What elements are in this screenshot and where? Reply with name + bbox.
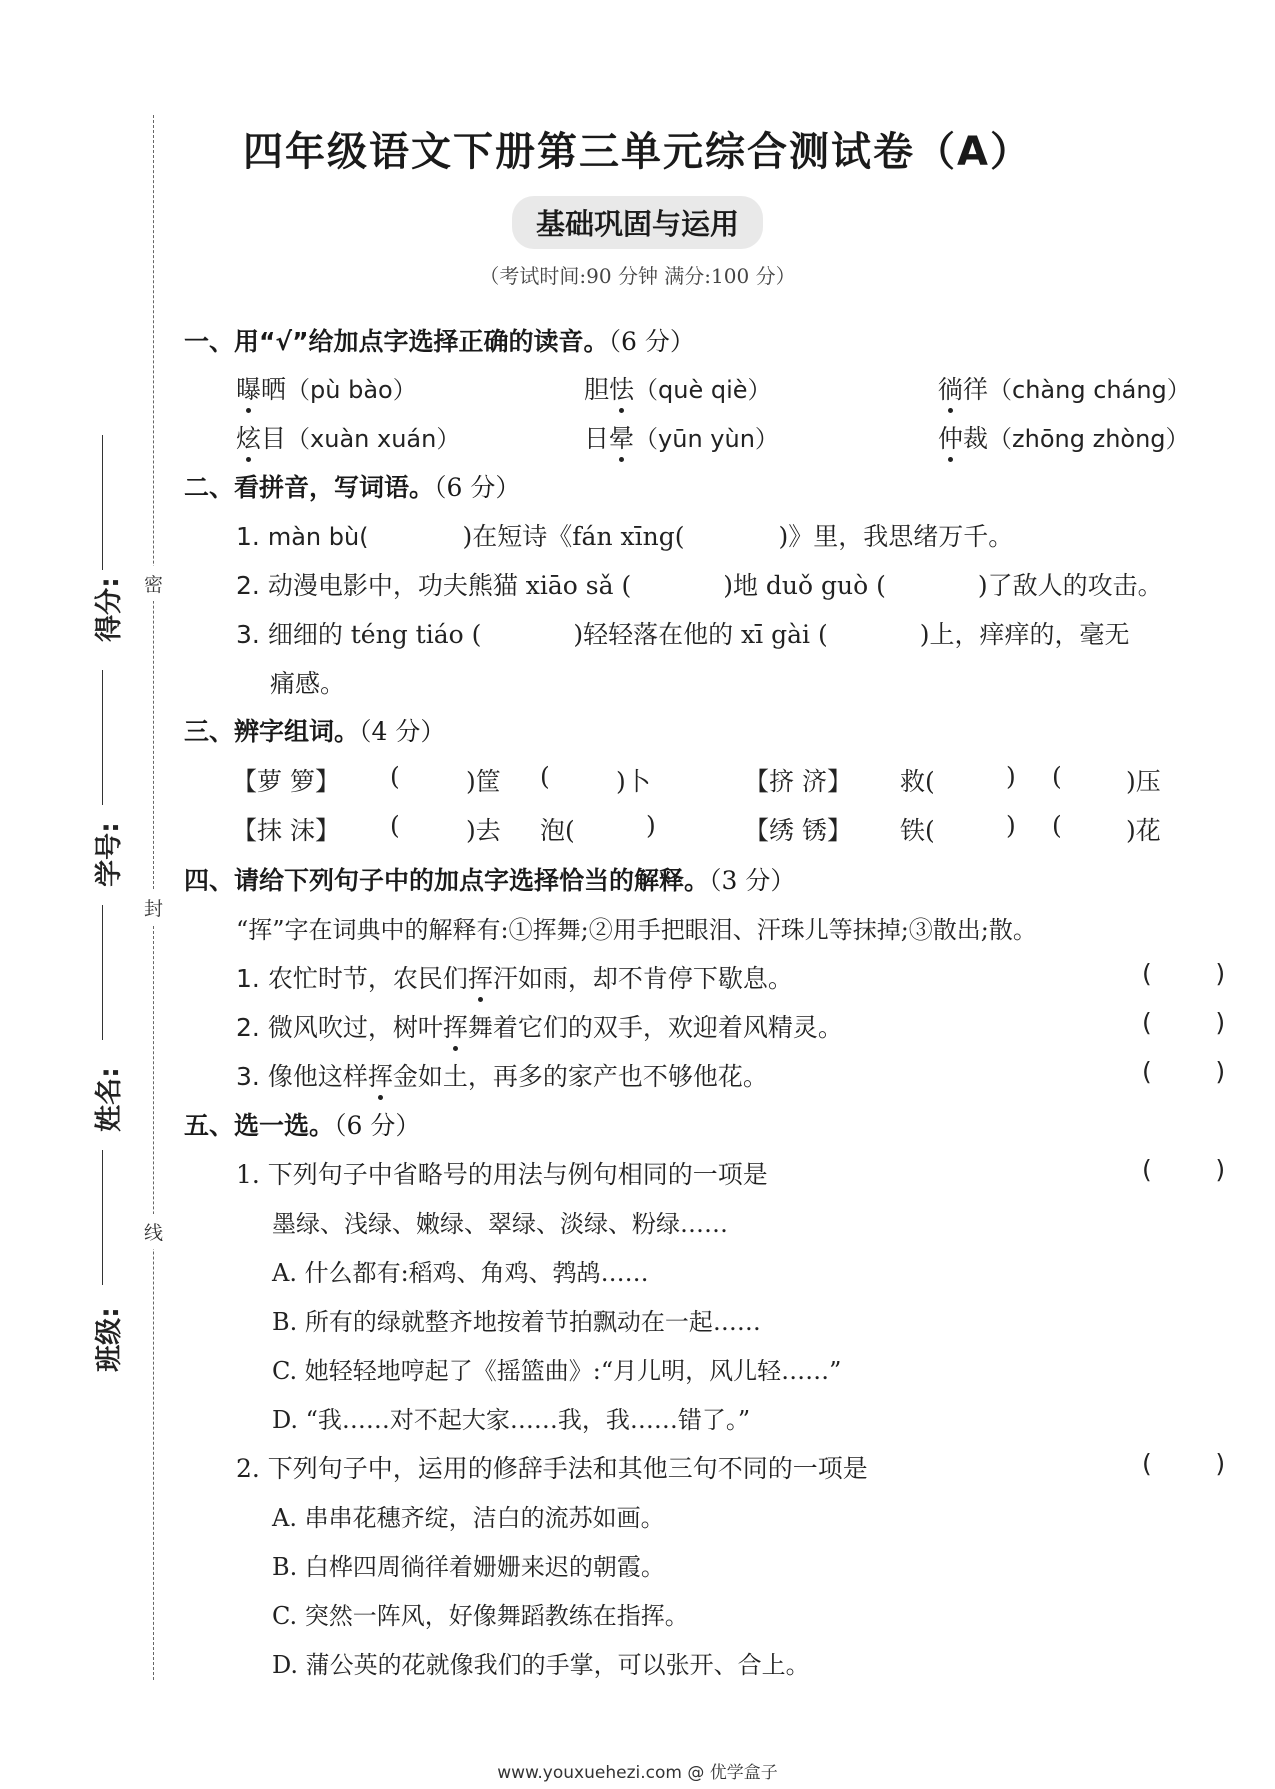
section-5-score: （6 分） (334, 1111, 421, 1140)
s4-intro: “挥”字在词典中的解释有:①挥舞;②用手把眼泪、汗珠儿等抹掉;③散出;散。 (236, 916, 1037, 944)
section-3-title: 三、辨字组词。 (184, 717, 360, 746)
s5-q2-option-a: A. 串串花穗齐绽，洁白的流苏如画。 (272, 1504, 665, 1532)
s4-item-2: 2. 微风吹过，树叶挥舞着它们的双手，欢迎着风精灵。 (236, 1008, 843, 1044)
section-3-score: （4 分） (359, 717, 446, 746)
s2-line-3-cont: 痛感。 (270, 669, 346, 698)
section-2-heading (184, 468, 520, 504)
s1-item-1: 曝晒（pù bào） (236, 370, 417, 406)
s3-group-3: 【抹 沫】 (232, 816, 340, 845)
s5-q2-option-c: C. 突然一阵风，好像舞蹈教练在指挥。 (272, 1602, 689, 1630)
s2-line-1: 1. màn bù( )在短诗《fán xīng( )》里，我思绪万千。 (236, 522, 1014, 551)
s5-q1-stem: 1. 下列句子中省略号的用法与例句相同的一项是 (236, 1160, 768, 1189)
s5-q1-option-c: C. 她轻轻地哼起了《摇篮曲》:“月儿明，风儿轻……” (272, 1357, 842, 1385)
s4-answer-1[interactable]: ( ) (1142, 959, 1226, 988)
page-title: 四年级语文下册第三单元综合测试卷（A） (243, 129, 1032, 175)
class-field-label: 班级: (93, 1307, 125, 1372)
s1-item-3: 徜徉（chàng cháng） (938, 370, 1191, 406)
s5-q2-stem: 2. 下列句子中，运用的修辞手法和其他三句不同的一项是 (236, 1454, 868, 1483)
section-5-heading (184, 1106, 420, 1142)
s4-answer-3[interactable]: ( ) (1142, 1057, 1226, 1086)
s1-item-4: 炫目（xuàn xuán） (236, 419, 460, 455)
student-id-field-line (102, 670, 103, 805)
name-field-line (102, 905, 103, 1040)
page-subtitle: 基础巩固与运用 (512, 196, 763, 249)
seal-char-feng: 封 (144, 890, 163, 925)
s5-q2-answer[interactable]: ( ) (1142, 1449, 1226, 1478)
exam-info: （考试时间:90 分钟 满分:100 分） (479, 264, 796, 288)
s3-group-2: 【挤 济】 (744, 767, 852, 796)
s5-q2-option-b: B. 白桦四周徜徉着姗姗来迟的朝霞。 (272, 1553, 665, 1581)
s1-item-6: 仲裁（zhōng zhòng） (938, 419, 1190, 455)
section-4-heading (184, 861, 795, 897)
section-4-title: 四、请给下列句子中的加点字选择恰当的解释。 (184, 866, 710, 895)
s5-q1-option-b: B. 所有的绿就整齐地按着节拍飘动在一起…… (272, 1308, 761, 1336)
s5-q2-option-d: D. 蒲公英的花就像我们的手掌，可以张开、合上。 (272, 1651, 810, 1679)
s2-line-2: 2. 动漫电影中，功夫熊猫 xiāo sǎ ( )地 duǒ guò ( )了敌人的攻击。 (236, 571, 1163, 600)
section-1-title: 一、用“√”给加点字选择正确的读音。 (184, 327, 609, 356)
s1-item-2: 胆怯（què qiè） (584, 370, 772, 406)
section-3-heading (184, 712, 445, 748)
student-id-field-label: 学号: (93, 822, 125, 887)
s4-item-1: 1. 农忙时节，农民们挥汗如雨，却不肯停下歇息。 (236, 959, 793, 995)
section-2-score: （6 分） (434, 473, 521, 502)
score-field-label: 得分: (93, 577, 125, 642)
s5-q1-example: 墨绿、浅绿、嫩绿、翠绿、淡绿、粉绿…… (272, 1210, 728, 1238)
section-2-title: 二、看拼音，写词语。 (184, 473, 435, 502)
s5-q1-option-a: A. 什么都有:稻鸡、角鸡、鹁鸪…… (272, 1259, 649, 1287)
footer-watermark: www.youxuehezi.com @ 优学盒子 (497, 1763, 778, 1783)
s4-item-3: 3. 像他这样挥金如土，再多的家产也不够他花。 (236, 1057, 768, 1093)
subtitle-wrap (0, 196, 1275, 249)
score-field-line (102, 435, 103, 570)
section-1-score: （6 分） (608, 327, 695, 356)
s2-line-3: 3. 细细的 téng tiáo ( )轻轻落在他的 xī gài ( )上，痒痒的，毫无 (236, 620, 1130, 649)
s5-q1-option-d: D. “我……对不起大家……我，我……错了。” (272, 1406, 751, 1434)
s3-group-4: 【绣 锈】 (744, 816, 852, 845)
class-field-line (102, 1150, 103, 1285)
s1-item-5: 日晕（yūn yùn） (584, 419, 779, 455)
s3-group-1: 【萝 箩】 (232, 767, 340, 796)
seal-char-xian: 线 (144, 1214, 163, 1249)
section-4-score: （3 分） (709, 866, 796, 895)
name-field-label: 姓名: (93, 1067, 125, 1132)
s5-q1-answer[interactable]: ( ) (1142, 1155, 1226, 1184)
seal-char-mi: 密 (144, 566, 163, 601)
s4-answer-2[interactable]: ( ) (1142, 1008, 1226, 1037)
section-5-title: 五、选一选。 (184, 1111, 335, 1140)
section-1-heading (184, 322, 695, 358)
